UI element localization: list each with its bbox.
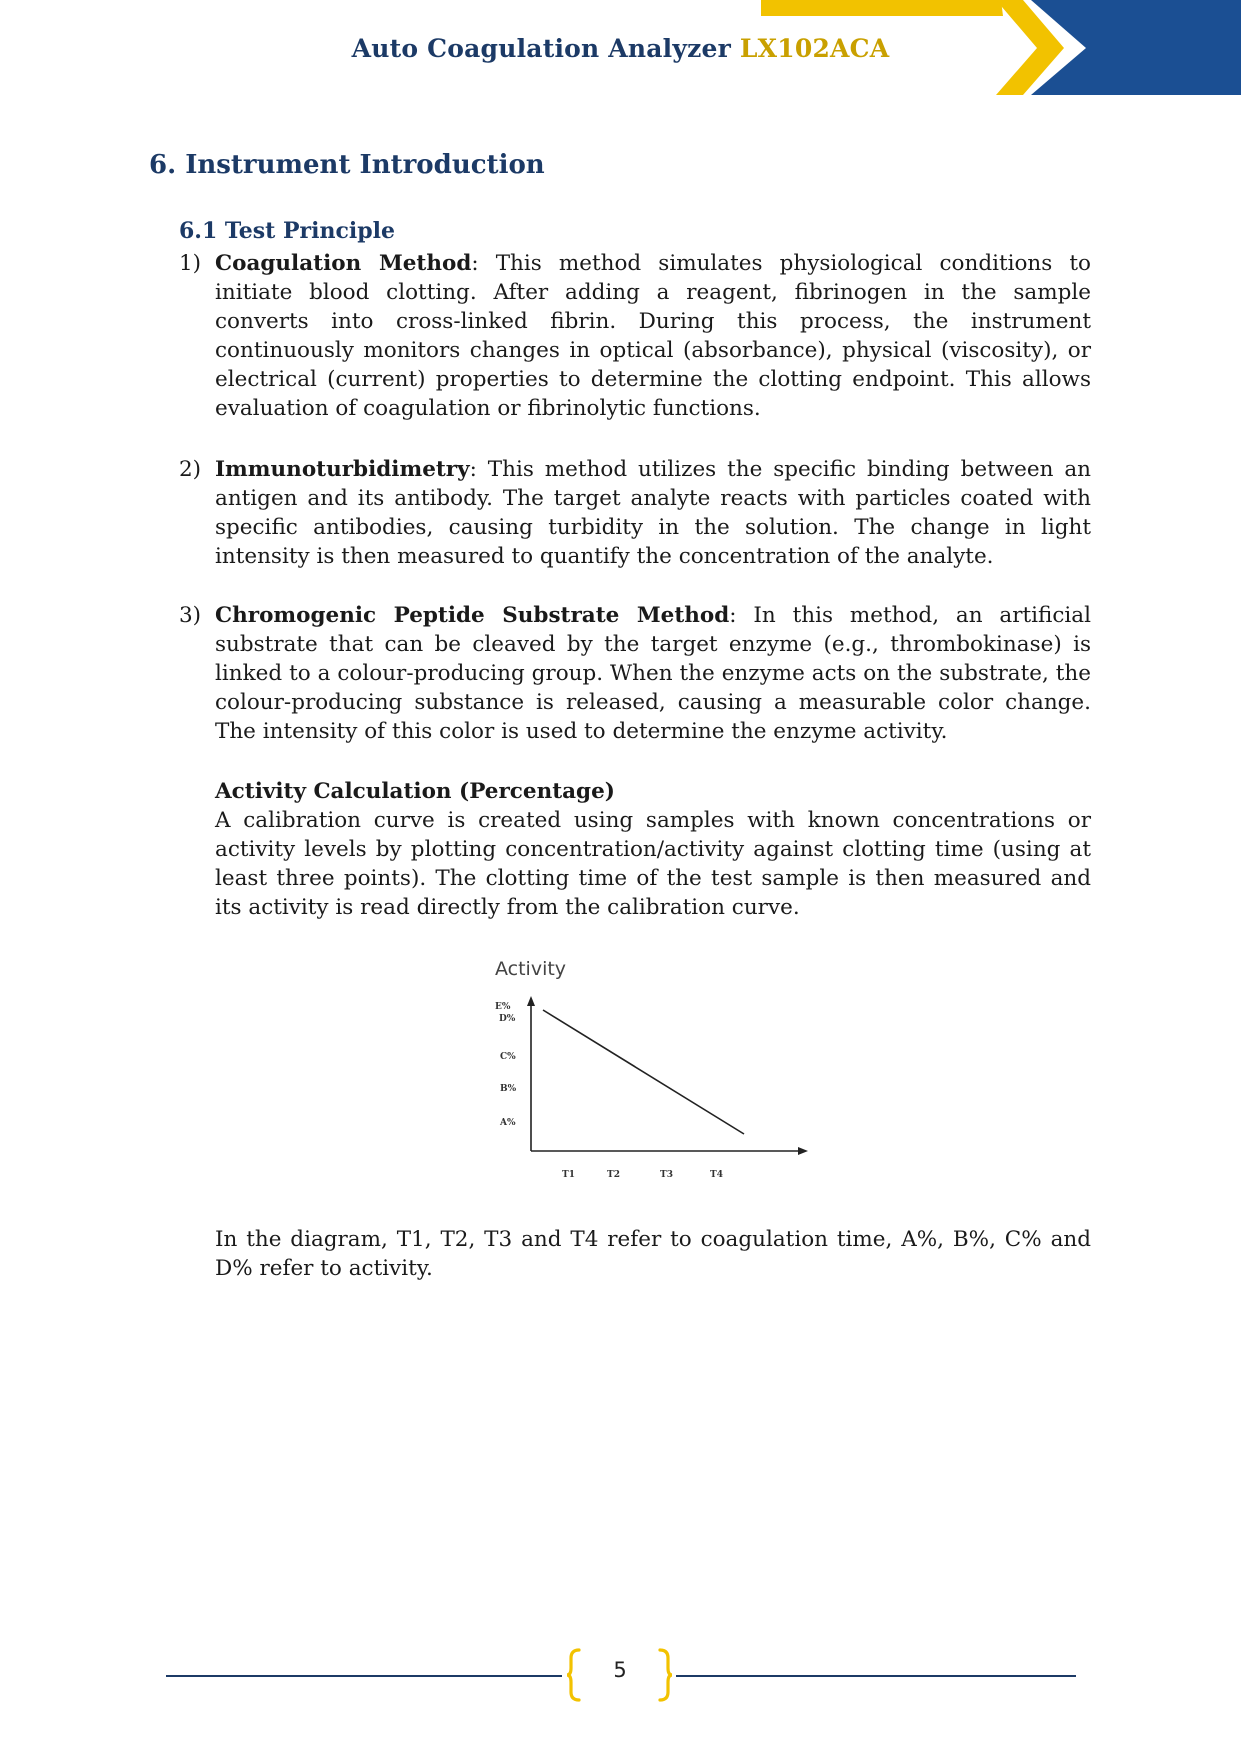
list-item-text: : In this method, an artificial substrate that can be cleaved by the target enzyme (e.g., thrombokinase) is linked to a colour-producing group. When the enzyme acts on the substrate, the colour-producing substance is released, causing a measurable color change. The intensity of this color is used to determine the enzyme activity. xyxy=(215,603,1091,744)
figure-x-label: T2 xyxy=(607,1170,620,1180)
list-item-text: : This method simulates physiological conditions to initiate blood clotting. After adding a reagent, fibrinogen in the sample converts into cross-linked fibrin. During this process, the instrument continuously monitors changes in optical (absorbance), physical (viscosity), or electrical (current) properties to determine the clotting endpoint. This allows evaluation of coagulation or fibrinolytic functions. xyxy=(215,251,1091,421)
footer-right-brace-icon xyxy=(657,1648,673,1702)
list-item xyxy=(179,601,1091,746)
section-heading: 6. Instrument Introduction xyxy=(149,150,545,180)
list-item-term: Coagulation Method xyxy=(215,251,472,276)
list-item-number: 2) xyxy=(179,457,202,482)
figure-x-axis-arrow xyxy=(798,1147,808,1155)
figure-y-label: E% xyxy=(495,1002,511,1012)
figure-x-label: T1 xyxy=(562,1170,575,1180)
page-number: 5 xyxy=(613,1658,627,1682)
figure-caption: In the diagram, T1, T2, T3 and T4 refer to coagulation time, A%, B%, C% and D% refer to activity. xyxy=(215,1227,1091,1281)
header-corner-graphic xyxy=(741,0,1241,100)
figure-x-label: T4 xyxy=(710,1170,723,1180)
footer-rule-right xyxy=(676,1675,1076,1677)
list-item-term: Chromogenic Peptide Substrate Method xyxy=(215,603,730,628)
list-item-body xyxy=(215,249,1091,423)
list-item-body xyxy=(215,601,1091,746)
figure-y-label: D% xyxy=(499,1014,516,1024)
list-item xyxy=(179,455,1091,571)
figure-y-label: B% xyxy=(500,1084,517,1094)
footer-rule-left xyxy=(166,1675,562,1677)
list-item-number: 3) xyxy=(179,603,202,628)
list-item-text: : This method utilizes the specific binding between an antigen and its antibody. The target analyte reacts with particles coated with specific antibodies, causing turbidity in the solution. The change in light intensity is then measured to quantify the concentration of the analyte. xyxy=(215,457,1091,569)
list-item-term: Immunoturbidimetry xyxy=(215,457,470,482)
activity-calculation-title: Activity Calculation (Percentage) xyxy=(215,779,615,804)
footer-left-brace-icon xyxy=(566,1648,582,1702)
figure-y-label: A% xyxy=(500,1118,516,1128)
figure-x-label: T3 xyxy=(660,1170,673,1180)
header-model-name: LX102ACA xyxy=(739,34,890,63)
activity-calculation-text: A calibration curve is created using samples with known concentrations or activity levels by plotting concentration/activity against clotting time (using at least three points). The clotting time of the test sample is then measured and its activity is read directly from the calibration curve. xyxy=(215,808,1091,920)
figure-axis-title: Activity xyxy=(495,958,567,980)
subsection-heading: 6.1 Test Principle xyxy=(179,218,395,244)
calibration-line xyxy=(543,1010,744,1134)
figure-y-label: C% xyxy=(500,1052,516,1062)
list-item xyxy=(179,249,1091,423)
list-item-number: 1) xyxy=(179,251,202,276)
figure-y-axis-arrow xyxy=(527,996,535,1006)
header-gold-bar xyxy=(761,0,1003,16)
calibration-curve-figure xyxy=(470,955,830,1195)
activity-calculation-block xyxy=(215,777,1091,922)
header-title-main: Auto Coagulation Analyzer xyxy=(351,34,740,63)
page-footer xyxy=(0,1640,1241,1700)
list-item-body xyxy=(215,455,1091,571)
